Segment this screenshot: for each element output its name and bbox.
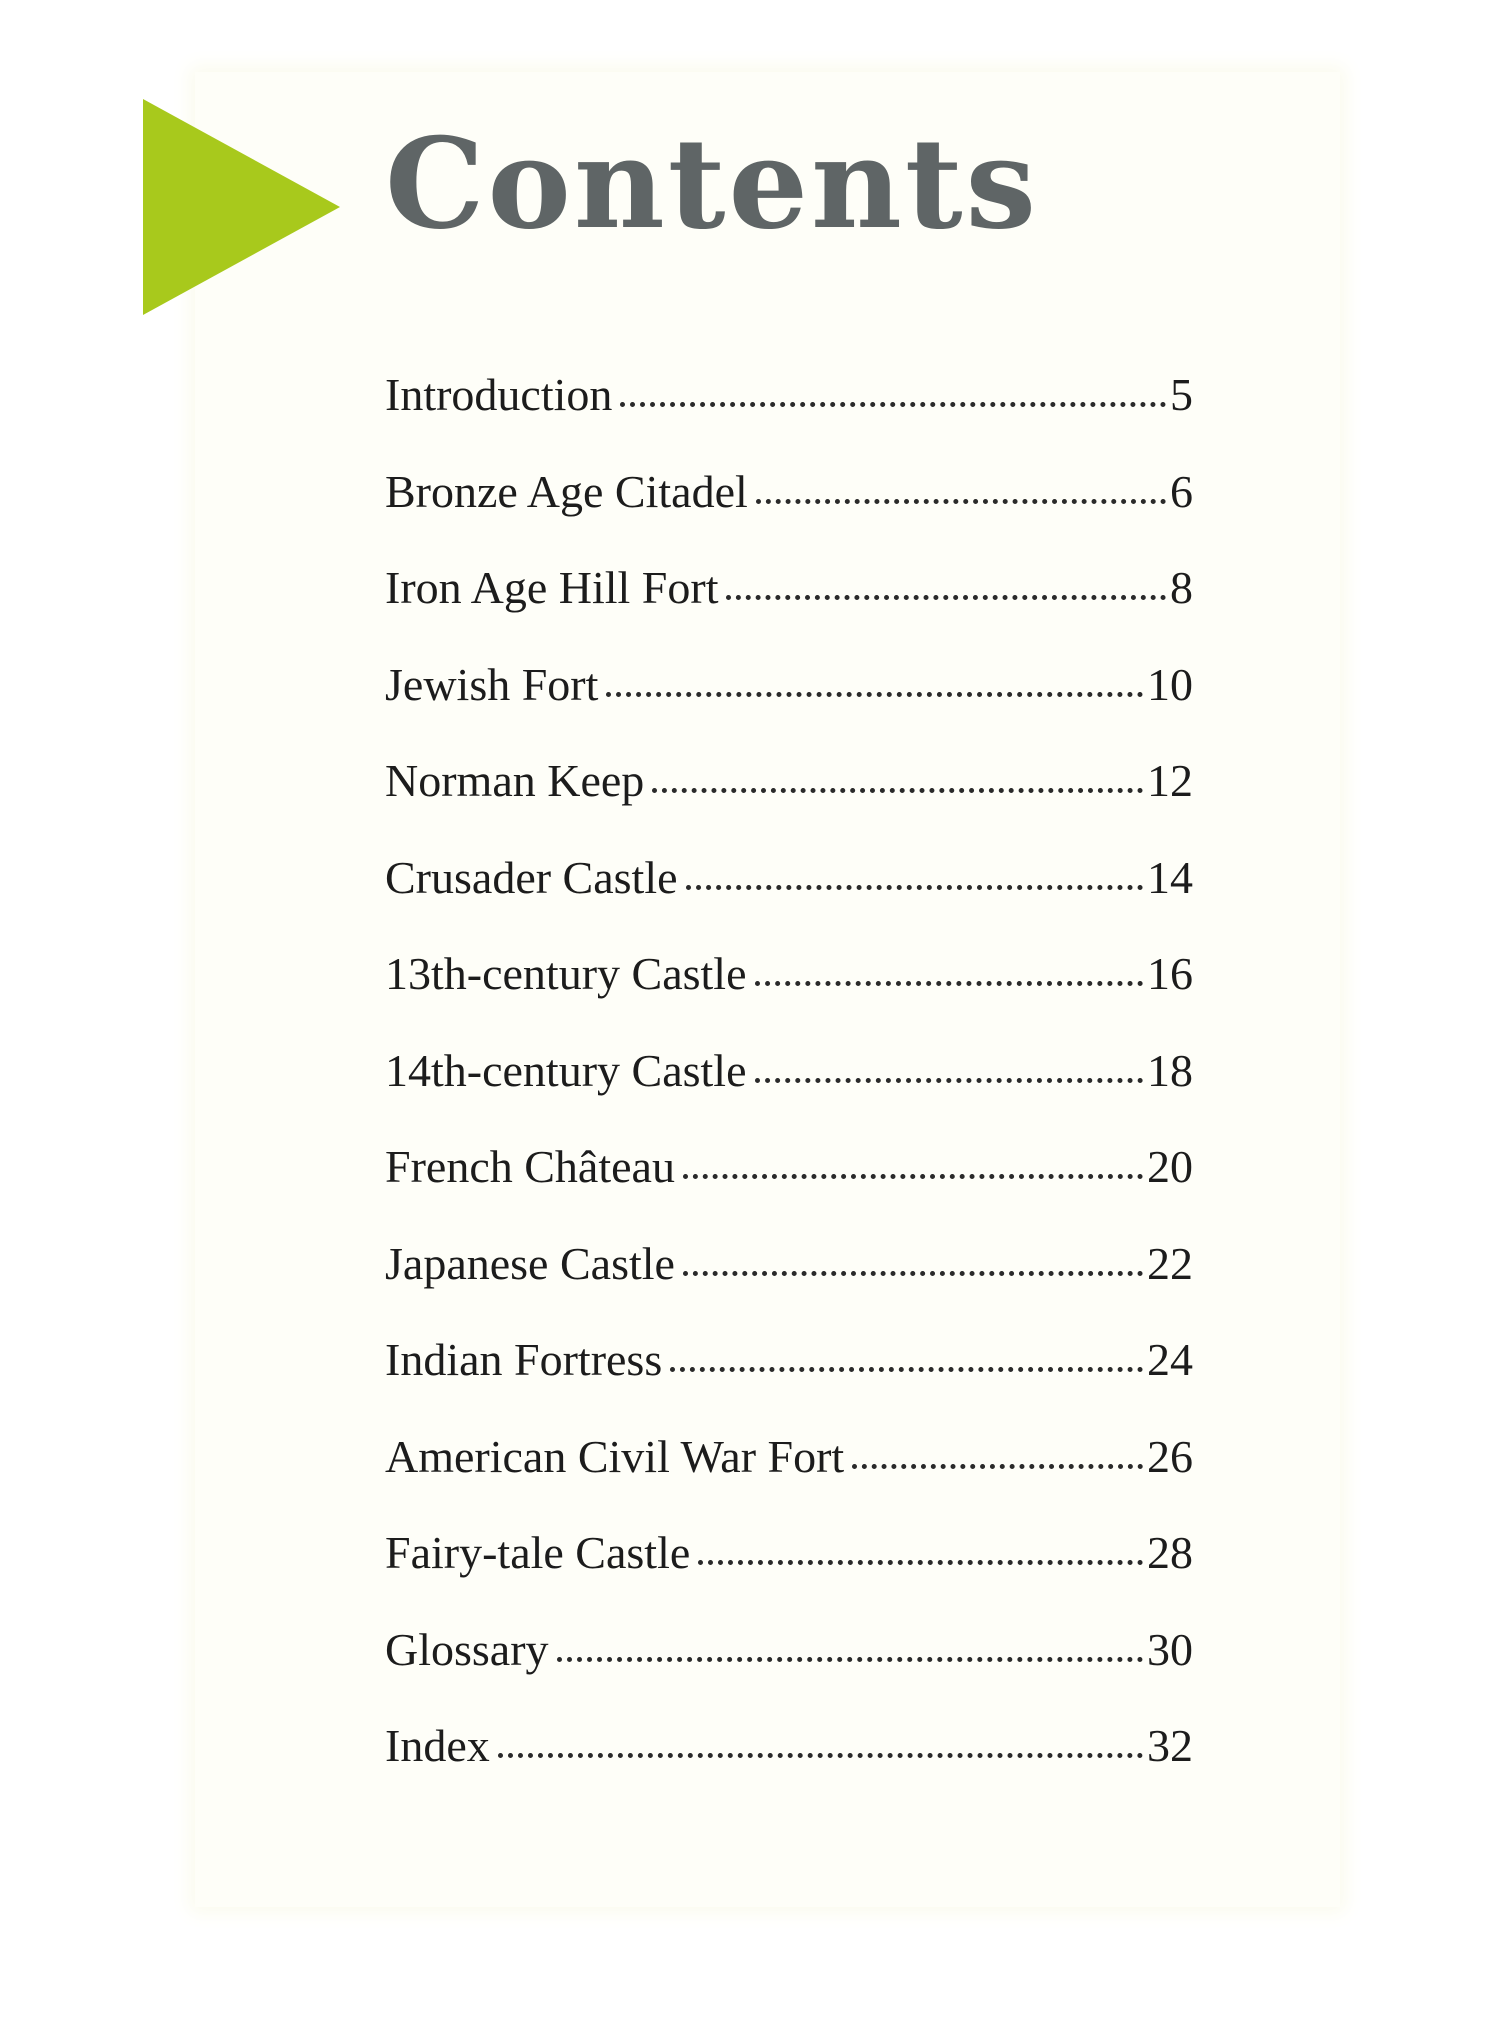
toc-entry[interactable] — [385, 465, 1193, 562]
dot-leader — [498, 1753, 1143, 1758]
toc-entry-title: Japanese Castle — [385, 1237, 675, 1289]
toc-entry-title: 14th-century Castle — [385, 1044, 747, 1096]
toc-entry-page: 6 — [1170, 465, 1193, 517]
toc-entry-page: 14 — [1147, 851, 1193, 903]
toc-entry-page: 26 — [1147, 1430, 1193, 1482]
toc-entry-page: 28 — [1147, 1527, 1193, 1578]
toc-entry-page: 18 — [1147, 1044, 1193, 1096]
toc-entry-title: Glossary — [385, 1623, 549, 1675]
toc-entry[interactable] — [385, 1623, 1193, 1720]
toc-entry-title: Jewish Fort — [385, 658, 599, 710]
toc-entry-title: Introduction — [385, 369, 613, 420]
toc-entry-page: 32 — [1147, 1720, 1193, 1771]
dot-leader — [755, 981, 1143, 986]
toc-entry[interactable] — [385, 1044, 1193, 1141]
toc-entry-page: 12 — [1147, 755, 1193, 806]
dot-leader — [652, 788, 1143, 793]
toc-entry[interactable] — [385, 851, 1193, 948]
toc-entry-title: Iron Age Hill Fort — [385, 562, 719, 613]
dot-leader — [620, 402, 1166, 407]
dot-leader — [686, 885, 1143, 890]
toc-entry[interactable] — [385, 658, 1193, 755]
toc-entry[interactable] — [385, 1237, 1193, 1334]
toc-entry[interactable] — [385, 368, 1193, 465]
dot-leader — [606, 692, 1143, 697]
toc-entry[interactable] — [385, 1140, 1193, 1237]
toc-entry[interactable] — [385, 1526, 1193, 1623]
toc-entry-title: Bronze Age Citadel — [385, 465, 748, 517]
dot-leader — [698, 1560, 1143, 1565]
toc-entry-title: Norman Keep — [385, 755, 645, 806]
toc-entry-title: 13th-century Castle — [385, 948, 747, 999]
toc-entry-title: Fairy-tale Castle — [385, 1527, 691, 1578]
toc-entry-page: 22 — [1147, 1237, 1193, 1289]
toc-entry-page: 20 — [1147, 1141, 1193, 1192]
toc-entry-page: 8 — [1170, 562, 1193, 613]
toc-entry-page: 10 — [1147, 658, 1193, 710]
page-title: Contents — [385, 111, 1040, 257]
dot-leader — [756, 499, 1166, 504]
toc-entry-title: French Château — [385, 1141, 675, 1192]
toc-entry-page: 30 — [1147, 1623, 1193, 1675]
toc-entry[interactable] — [385, 1719, 1193, 1816]
toc-entry-page: 24 — [1147, 1334, 1193, 1385]
dot-leader — [755, 1078, 1143, 1083]
toc-entry[interactable] — [385, 947, 1193, 1044]
dot-leader — [683, 1271, 1143, 1276]
toc-entry-title: American Civil War Fort — [385, 1430, 845, 1482]
dot-leader — [557, 1657, 1143, 1662]
toc-entry-title: Index — [385, 1720, 490, 1771]
toc-entry[interactable] — [385, 1333, 1193, 1430]
triangle-arrow-icon — [143, 99, 340, 315]
toc-entry[interactable] — [385, 561, 1193, 658]
toc-entry[interactable] — [385, 754, 1193, 851]
toc-entry[interactable] — [385, 1430, 1193, 1527]
dot-leader — [852, 1464, 1143, 1469]
dot-leader — [670, 1367, 1143, 1372]
toc-entry-page: 16 — [1147, 948, 1193, 999]
table-of-contents — [385, 368, 1193, 1816]
dot-leader — [683, 1174, 1143, 1179]
toc-entry-title: Crusader Castle — [385, 851, 678, 903]
toc-entry-page: 5 — [1170, 369, 1193, 420]
toc-entry-title: Indian Fortress — [385, 1334, 663, 1385]
dot-leader — [726, 595, 1166, 600]
